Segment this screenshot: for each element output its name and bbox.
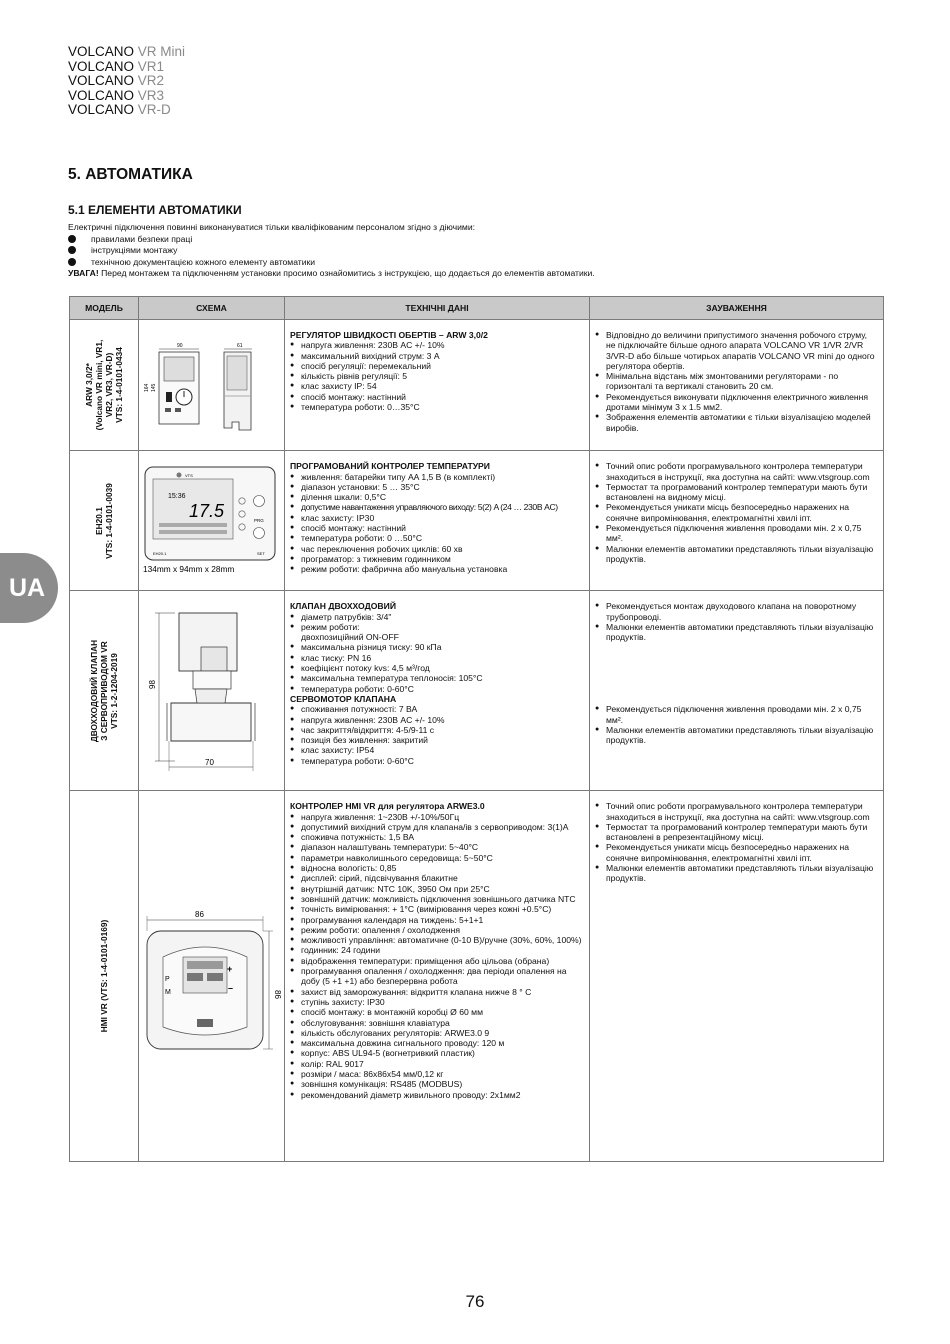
bullet-text: правилами безпеки праці	[91, 233, 193, 244]
model-line: ARW 3,0/2*	[84, 363, 94, 407]
list-item: ● Рекомендується уникати місць безпосередньо наражених на сонячне випромінювання, електромагнітні хвилі іпт.	[595, 842, 878, 863]
dim-height: 86	[273, 990, 282, 1000]
model-brand: VOLCANO	[68, 73, 135, 88]
list-item: ● відносна вологість: 0,85	[290, 863, 584, 873]
tech-title: КЛАПАН ДВОХХОДОВИЙ	[290, 601, 396, 612]
list-item: ● Точний опис роботи програмувального контролера температури знаходиться в інструкції, яка доступна на сайті: www.vtsgroup.com	[595, 801, 878, 822]
valve-drawing	[139, 591, 283, 787]
list-item: ● діаметр патрубків: 3/4"	[290, 612, 584, 622]
notes-cell	[590, 451, 884, 591]
bullet-icon	[68, 258, 76, 266]
scheme-cell	[139, 451, 285, 591]
notes-list	[595, 330, 878, 433]
list-item: ● ступінь захисту: IP30	[290, 997, 584, 1007]
model-brand: VOLCANO	[68, 87, 135, 103]
model-cell	[70, 591, 139, 791]
plus-label: +	[227, 964, 233, 975]
prg-label: PRG	[254, 518, 264, 524]
model-line: VTS: 1-4-0101-0434	[114, 347, 124, 423]
model-line	[68, 60, 185, 75]
list-item: ● колір: RAL 9017	[290, 1059, 584, 1069]
dim-width: 70	[205, 758, 214, 768]
list-item: ● напруга живлення: 1~230В +/-10%/50Гц	[290, 812, 584, 822]
tech-cell	[285, 591, 590, 791]
list-item: ● Рекомендується виконувати підключення електричного живлення дротами мінімум 3 x 1.5 мм2.	[595, 392, 878, 413]
list-item: ● клас захисту: IP30	[290, 513, 584, 523]
model-line: ДВОХХОДОВИЙ КЛАПАН	[89, 639, 99, 742]
list-item: ● спосіб монтажу: настінний	[290, 523, 584, 533]
list-item	[68, 234, 888, 246]
model-line: VTS: 1-2-1204-2019	[109, 652, 119, 729]
display-clock: 15:36	[168, 493, 186, 501]
tech-title: СЕРВОМОТОР КЛАПАНА	[290, 693, 397, 704]
list-item: ● температура роботи: 0 …50°C	[290, 533, 584, 543]
thermostat-drawing	[139, 451, 283, 577]
model-line: З СЕРВОПРИВОДОМ VR	[99, 641, 109, 741]
list-item: ● спосіб монтажу: настінний	[290, 392, 584, 402]
bullet-icon	[68, 235, 76, 243]
list-item: ● температура роботи: 0-60°C	[290, 756, 584, 766]
section-title: 5. АВТОМАТИКА	[68, 166, 193, 183]
list-item: ● час закриття/відкриття: 4-5/9-11 с	[290, 725, 584, 735]
list-item: ● коефіцієнт потоку kvs: 4,5 м³/год	[290, 663, 584, 673]
list-item: ● діапазон налаштувань температури: 5~40°C	[290, 842, 584, 852]
list-item: ● Точний опис роботи програмувального контролера температури знаходиться в інструкції, яка доступна на сайті: www.vtsgroup.com	[595, 461, 878, 482]
model-brand: VOLCANO	[68, 44, 135, 59]
model-suffix: VR3	[137, 87, 165, 103]
model-cell	[70, 320, 139, 451]
dim-label: 164	[144, 383, 150, 392]
model-cell	[70, 451, 139, 591]
m-label: M	[165, 989, 171, 997]
model-label	[84, 340, 124, 431]
list-item: ● Малюнки елементів автоматики представляють тільки візуалізацію продуктів.	[595, 544, 878, 565]
notes-cell	[590, 591, 884, 791]
model-suffix: VR Mini	[137, 44, 186, 59]
tech-title: ПРОГРАМОВАНИЙ КОНТРОЛЕР ТЕМПЕРАТУРИ	[290, 461, 490, 472]
list-item: ● програмування календаря на тиждень: 5+1+1	[290, 915, 584, 925]
list-item: ● максимальна різниця тиску: 90 кПа	[290, 642, 584, 652]
svg-text:VTS: VTS	[185, 473, 193, 479]
dim-height: 98	[148, 680, 157, 690]
list-item: ● допустимий вихідний струм для клапана/ів з сервоприводом: 3(1)A	[290, 822, 584, 832]
list-item: ● захист від заморожування: відкриття клапана нижче 8 ° C	[290, 987, 584, 997]
list-item: ● температура роботи: 0-60°C	[290, 684, 584, 694]
list-item: ● споживча потужність: 1,5 ВА	[290, 832, 584, 842]
list-item: ● кількість обслугованих регуляторів: ARWE3.0 9	[290, 1028, 584, 1038]
spacer	[595, 642, 878, 704]
model-line	[68, 45, 185, 60]
tech-cell	[285, 791, 590, 1162]
list-item: ● час переключення робочих циклів: 60 хв	[290, 544, 584, 554]
list-item: ● Рекомендується підключення живлення проводами мін. 2 x 0,75 мм².	[595, 523, 878, 544]
notes-list	[595, 704, 878, 745]
minus-label: –	[228, 983, 234, 994]
device-label: EH20.1	[153, 551, 167, 557]
notes-list	[595, 601, 878, 642]
col-header-scheme: СХЕМА	[139, 297, 285, 320]
set-label: SET	[257, 551, 265, 557]
notes-list	[595, 801, 878, 883]
list-item: ● максимальний вихідний струм: 3 А	[290, 351, 584, 361]
tech-list	[290, 472, 584, 575]
list-item: ● Малюнки елементів автоматики представляють тільки візуалізацію продуктів.	[595, 725, 878, 746]
tech-title: РЕГУЛЯТОР ШВИДКОСТІ ОБЕРТІВ – ARW 3,0/2	[290, 330, 488, 340]
scheme-cell	[139, 591, 285, 791]
warning	[68, 268, 888, 280]
list-item: ● клас захисту IP: 54	[290, 381, 584, 391]
list-item: ● споживання потужності: 7 ВА	[290, 704, 584, 714]
list-item: ● можливості управління: автоматичне (0-10 В)/ручне (30%, 60%, 100%)	[290, 935, 584, 945]
notes-list	[595, 461, 878, 564]
model-line	[68, 74, 185, 89]
list-item: ● програмування опалення / охолодження: два періоди опалення на добу (5 +1 +1) або безперервна робота	[290, 966, 584, 987]
col-header-notes: ЗАУВАЖЕННЯ	[590, 297, 884, 320]
list-item: ● Малюнки елементів автоматики представляють тільки візуалізацію продуктів.	[595, 863, 878, 884]
list-item: ● Рекомендується уникати місць безпосередньо наражених на сонячне випромінювання, електромагнітні хвилі іпт.	[595, 502, 878, 523]
list-item: ● клас тиску: PN 16	[290, 653, 584, 663]
section-subtitle: 5.1 ЕЛЕМЕНТИ АВТОМАТИКИ	[68, 203, 242, 217]
table-row	[70, 791, 884, 1162]
model-list	[68, 45, 185, 118]
hmi-drawing	[139, 791, 283, 1159]
intro-bullets	[68, 234, 888, 269]
list-item: ● спосіб регуляції: перемекальний	[290, 361, 584, 371]
automation-table	[69, 296, 884, 1162]
bullet-icon	[68, 246, 76, 254]
intro-block	[68, 222, 888, 280]
bullet-text: інструкціями монтажу	[91, 245, 178, 256]
list-item: ● обслуговування: зовнішня клавіатура	[290, 1018, 584, 1028]
list-item: ● Відповідно до величини припустимого значення робочого струму, не підключайте більше одного апарата VOLCANO VR 1/VR 2/VR 3/VR-D або більше чотирьох апаратів VOLCANO VR mini до одного регулятора обертів.	[595, 330, 878, 371]
model-line	[68, 89, 185, 104]
list-item: ● кількість рівнів регуляції: 5	[290, 371, 584, 381]
warning-text: Перед монтажем та підключенням установки просимо ознайомитись з інструкцією, що додається до елементів автоматики.	[98, 268, 595, 279]
notes-cell	[590, 791, 884, 1162]
table-row	[70, 451, 884, 591]
list-item	[68, 245, 888, 257]
list-item: ● відображення температури: приміщення або цільова (обрана)	[290, 956, 584, 966]
list-item: ● параметри навколишнього середовища: 5~50°C	[290, 853, 584, 863]
model-brand: VOLCANO	[68, 102, 135, 117]
model-line: EH20.1	[94, 506, 104, 535]
model-suffix: VR2	[137, 73, 165, 88]
notes-cell	[590, 320, 884, 451]
dim-label: 145	[151, 383, 157, 392]
col-header-model: МОДЕЛЬ	[70, 297, 139, 320]
list-item: ● Рекомендується монтаж двуходового клапана на поворотному трубопроводі.	[595, 601, 878, 622]
display-temp: 17.5	[189, 501, 225, 522]
list-item: ● позиція без живлення: закритий	[290, 735, 584, 745]
tech-cell	[285, 320, 590, 451]
list-item: ● годинник: 24 години	[290, 945, 584, 955]
list-item	[68, 257, 888, 269]
list-item: ● зовнішній датчик: можливість підключення зовнішнього датчика NTC	[290, 894, 584, 904]
list-item: ● Термостат та програмований контролер температури мають бути встановлені в репрезентаційному місці.	[595, 822, 878, 843]
list-item: ● максимальна довжина сигнального проводу: 120 м	[290, 1038, 584, 1048]
col-header-tech: ТЕХНІЧНІ ДАНІ	[285, 297, 590, 320]
regulator-drawing	[139, 320, 283, 448]
model-line: VTS: 1-4-0101-0039	[104, 482, 114, 559]
list-item: ● Термостат та програмований контролер температури мають бути встановлені на видному місці.	[595, 482, 878, 503]
tech-list	[290, 612, 584, 694]
list-item: ● внутрішній датчик: NTC 10K, 3950 Ом при 25°C	[290, 884, 584, 894]
model-line	[68, 103, 185, 118]
list-item: ● режим роботи: опалення / охолодження	[290, 925, 584, 935]
list-item: ● спосіб монтажу: в монтажній коробці Ø 60 мм	[290, 1007, 584, 1017]
list-item: ● діапазон установки: 5 … 35°C	[290, 482, 584, 492]
p-label: P	[165, 976, 170, 984]
list-item: ● дисплей: сірий, підсвічування блакитне	[290, 873, 584, 883]
list-item: ● Мінімальна відстань між змонтованими регуляторами - по горизонталі та вертикалі становить 20 см.	[595, 371, 878, 392]
list-item: ● живлення: батарейки типу AA 1,5 В (в комплекті)	[290, 472, 584, 482]
table-header-row	[70, 297, 884, 320]
table-row	[70, 320, 884, 451]
list-item: ● зовнішня комунікація: RS485 (MODBUS)	[290, 1079, 584, 1089]
list-item: ● розміри / маса: 86x86x54 мм/0,12 кг	[290, 1069, 584, 1079]
list-item: ● корпус: ABS UL94-5 (вогнетривкий пластик)	[290, 1048, 584, 1058]
list-item: ● максимальна температура теплоносія: 105°C	[290, 673, 584, 683]
model-suffix: VR1	[137, 58, 165, 74]
dim-label: 90	[177, 343, 183, 349]
model-line: VR2, VR3, VR-D)	[104, 352, 114, 418]
dim-label: 61	[237, 343, 243, 349]
dim-width: 86	[195, 910, 204, 920]
model-line: (Volcano VR mini, VR1,	[94, 339, 104, 431]
dimensions-label: 134mm x 94mm x 28mm	[143, 564, 235, 575]
list-item: ● рекомендований діаметр живильного проводу: 2x1мм2	[290, 1090, 584, 1100]
model-suffix: VR-D	[137, 102, 171, 117]
intro-text: Електричні підключення повинні виконануватися тільки кваліфікованим персоналом згідно з діючими:	[68, 222, 476, 232]
list-item: ● Зображення елементів автоматики є тільки візуалізацією моделей виробів.	[595, 412, 878, 433]
tech-list	[290, 812, 584, 1100]
page-number: 76	[465, 1292, 485, 1311]
tech-cell	[285, 451, 590, 591]
list-item: ● Рекомендується підключення живлення проводами мін. 2 x 0,75 мм².	[595, 704, 878, 725]
tech-list	[290, 704, 584, 766]
list-item: ● напруга живлення: 230В AC +/- 10%	[290, 715, 584, 725]
model-brand: VOLCANO	[68, 58, 135, 74]
scheme-cell	[139, 320, 285, 451]
list-item: ● ділення шкали: 0,5°C	[290, 492, 584, 502]
table-row	[70, 591, 884, 791]
list-item: ● режим роботи: фабрична або мануальна установка	[290, 564, 584, 574]
warning-label: УВАГА!	[68, 268, 99, 279]
language-tab: UA	[0, 553, 58, 623]
tech-list	[290, 340, 584, 412]
model-label	[89, 640, 119, 742]
list-item: ● клас захисту: IP54	[290, 745, 584, 755]
model-line: HMI VR (VTS: 1-4-0101-0169)	[99, 920, 109, 1033]
list-item: ● програматор: з тижневим годинником	[290, 554, 584, 564]
bullet-text: технічною документацією кожного елементу автоматики	[91, 256, 316, 267]
list-item: ● Малюнки елементів автоматики представляють тільки візуалізацію продуктів.	[595, 622, 878, 643]
tech-title: КОНТРОЛЕР HMI VR для регулятора ARWE3.0	[290, 801, 485, 812]
list-item: ● напруга живлення: 230В AC +/- 10%	[290, 340, 584, 350]
list-item: ● температура роботи: 0…35°C	[290, 402, 584, 412]
list-item: ● точність вимірювання: + 1°C (вимірювання через кожні +0.5°C)	[290, 904, 584, 914]
scheme-cell	[139, 791, 285, 1162]
model-label	[94, 483, 114, 559]
model-cell	[70, 791, 139, 1162]
model-label	[99, 920, 109, 1033]
list-item: ● режим роботи: двохпозиційний ON-OFF	[290, 622, 584, 643]
list-item: ● допустиме навантаження управляючого виходу: 5(2) A (24 … 230В AC)	[290, 502, 584, 512]
